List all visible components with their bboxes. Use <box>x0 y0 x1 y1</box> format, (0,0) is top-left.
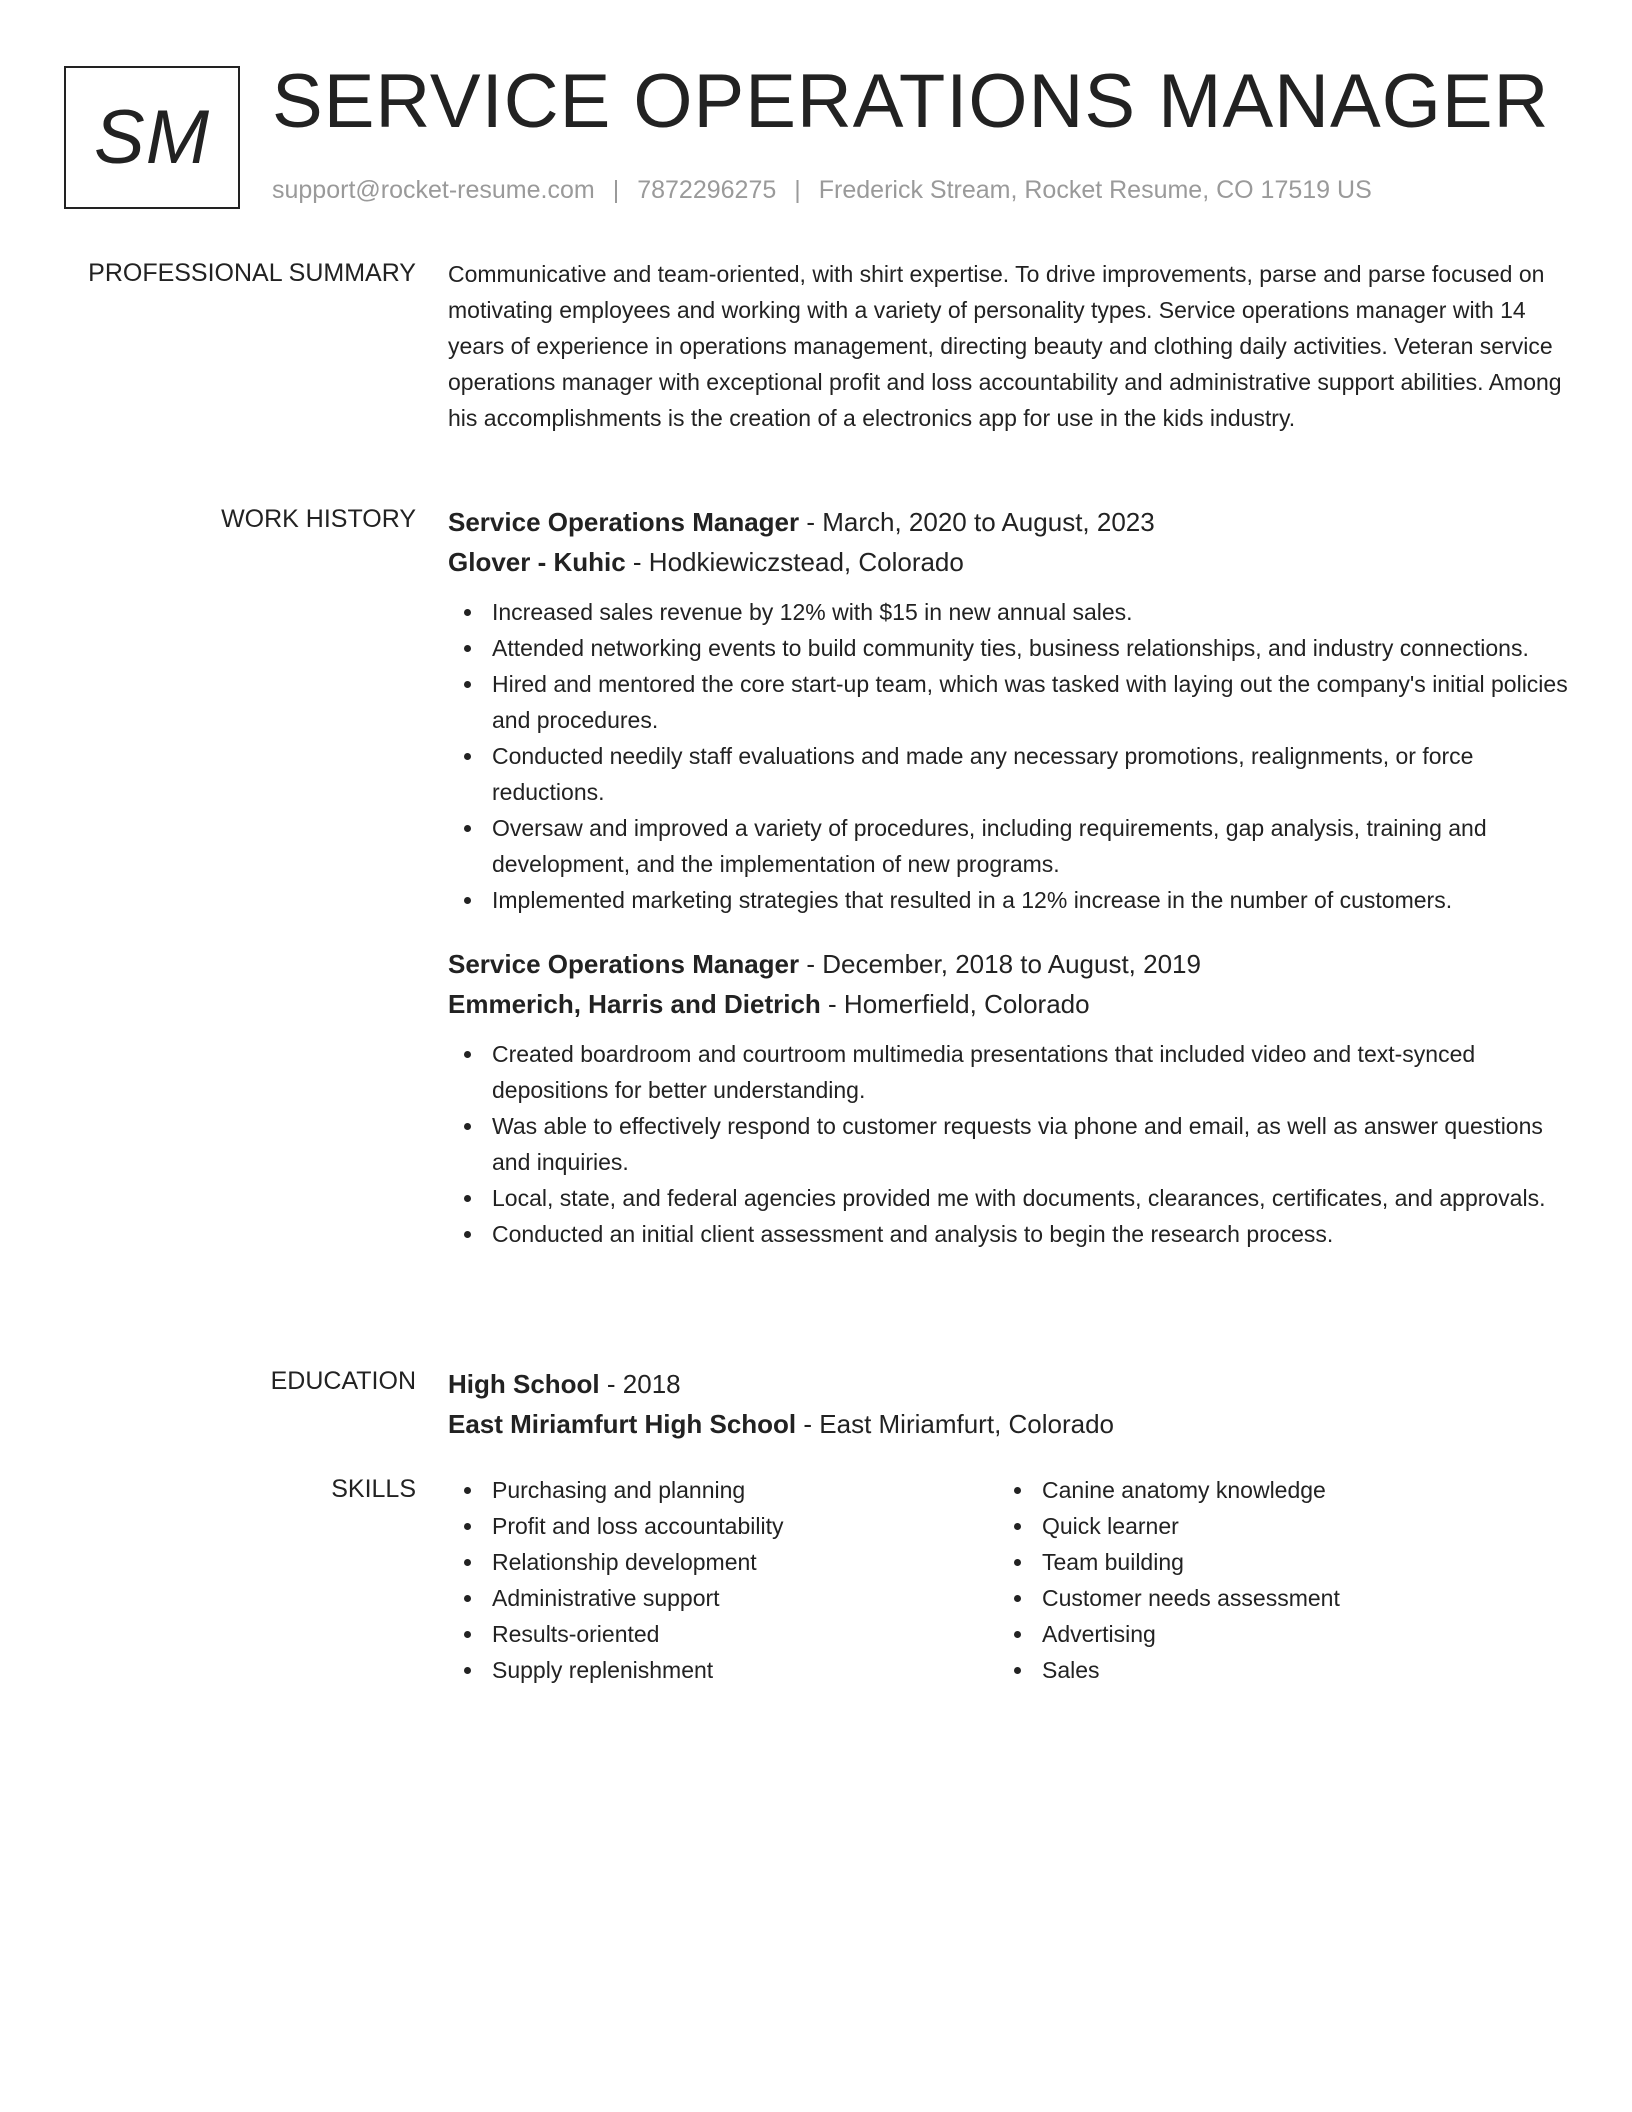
job-bullet: Created boardroom and courtroom multimedia presentations that included video and text-synced depositions for better understanding. <box>448 1036 1568 1108</box>
skill-item: Advertising <box>998 1616 1548 1652</box>
job-bullet: Hired and mentored the core start-up team, which was tasked with laying out the company's initial policies and procedures. <box>448 666 1568 738</box>
summary-label: PROFESSIONAL SUMMARY <box>88 259 416 287</box>
summary-text: Communicative and team-oriented, with shirt expertise. To drive improvements, parse and parse focused on motivating employees and working with a variety of personality types. Service operations manager with 14 years of experience in operations management, directing beauty and clothing daily activities. Veteran service operations manager with exceptional profit and loss accountability and administrative support abilities. Among his accomplishments is the creation of a electronics app for use in the kids industry. <box>448 261 1562 431</box>
skill-item: Customer needs assessment <box>998 1580 1548 1616</box>
skill-item: Purchasing and planning <box>448 1472 998 1508</box>
job-bullets <box>448 594 1568 918</box>
job-bullet: Attended networking events to build community ties, business relationships, and industry connections. <box>448 630 1568 666</box>
job-bullet: Local, state, and federal agencies provided me with documents, clearances, certificates, and approvals. <box>448 1180 1568 1216</box>
job-dates: - March, 2020 to August, 2023 <box>799 507 1155 537</box>
job-title: Service Operations Manager <box>448 507 800 537</box>
skill-item: Supply replenishment <box>448 1652 998 1688</box>
job-bullet: Conducted an initial client assessment and analysis to begin the research process. <box>448 1216 1568 1252</box>
skill-item: Relationship development <box>448 1544 998 1580</box>
job-title: Service Operations Manager <box>448 949 800 979</box>
job-title-line <box>448 944 1568 984</box>
contact-separator: | <box>612 176 620 204</box>
monogram-box <box>64 66 240 209</box>
work-history-body <box>448 502 1568 1252</box>
skill-item: Results-oriented <box>448 1616 998 1652</box>
education-school-line <box>448 1404 1568 1444</box>
skill-item: Canine anatomy knowledge <box>998 1472 1548 1508</box>
contact-separator: | <box>794 176 801 204</box>
education-location: - East Miriamfurt, Colorado <box>796 1409 1115 1439</box>
job-title-line <box>448 502 1568 542</box>
job-bullet: Conducted needily staff evaluations and made any necessary promotions, realignments, or force reductions. <box>448 738 1568 810</box>
skill-item: Sales <box>998 1652 1548 1688</box>
job-bullets <box>448 1036 1568 1252</box>
monogram-initials: SM <box>94 95 210 180</box>
skill-item: Profit and loss accountability <box>448 1508 998 1544</box>
job-company-line <box>448 542 1568 582</box>
education-year: - 2018 <box>599 1369 681 1399</box>
skills-list-left <box>448 1472 998 1688</box>
job-entry <box>448 502 1568 918</box>
contact-line <box>272 176 1372 205</box>
skills-label: SKILLS <box>331 1475 416 1503</box>
job-location: - Homerfield, Colorado <box>820 989 1090 1019</box>
skill-item: Administrative support <box>448 1580 998 1616</box>
contact-email: support@rocket-resume.com <box>272 176 595 204</box>
work-history-label: WORK HISTORY <box>221 505 416 533</box>
education-label: EDUCATION <box>270 1367 416 1395</box>
job-entry <box>448 944 1568 1252</box>
education-body <box>448 1364 1568 1444</box>
summary-body <box>448 256 1568 436</box>
education-degree-line <box>448 1364 1568 1404</box>
skill-item: Quick learner <box>998 1508 1548 1544</box>
job-company: Glover - Kuhic <box>448 547 626 577</box>
skills-list-right <box>998 1472 1548 1688</box>
job-dates: - December, 2018 to August, 2019 <box>799 949 1201 979</box>
skill-item: Team building <box>998 1544 1548 1580</box>
skills-body <box>448 1472 1568 1688</box>
resume-title: SERVICE OPERATIONS MANAGER <box>272 59 1550 144</box>
contact-address: Frederick Stream, Rocket Resume, CO 17519 US <box>818 176 1372 204</box>
education-school: East Miriamfurt High School <box>448 1409 797 1439</box>
job-bullet: Was able to effectively respond to customer requests via phone and email, as well as answer questions and inquiries. <box>448 1108 1568 1180</box>
job-bullet: Implemented marketing strategies that resulted in a 12% increase in the number of customers. <box>448 882 1568 918</box>
job-location: - Hodkiewiczstead, Colorado <box>625 547 964 577</box>
job-company-line <box>448 984 1568 1024</box>
job-bullet: Increased sales revenue by 12% with $15 in new annual sales. <box>448 594 1568 630</box>
job-company: Emmerich, Harris and Dietrich <box>448 989 821 1019</box>
contact-phone: 7872296275 <box>637 176 777 204</box>
education-degree: High School <box>448 1369 600 1399</box>
job-bullet: Oversaw and improved a variety of procedures, including requirements, gap analysis, training and development, and the implementation of new programs. <box>448 810 1568 882</box>
